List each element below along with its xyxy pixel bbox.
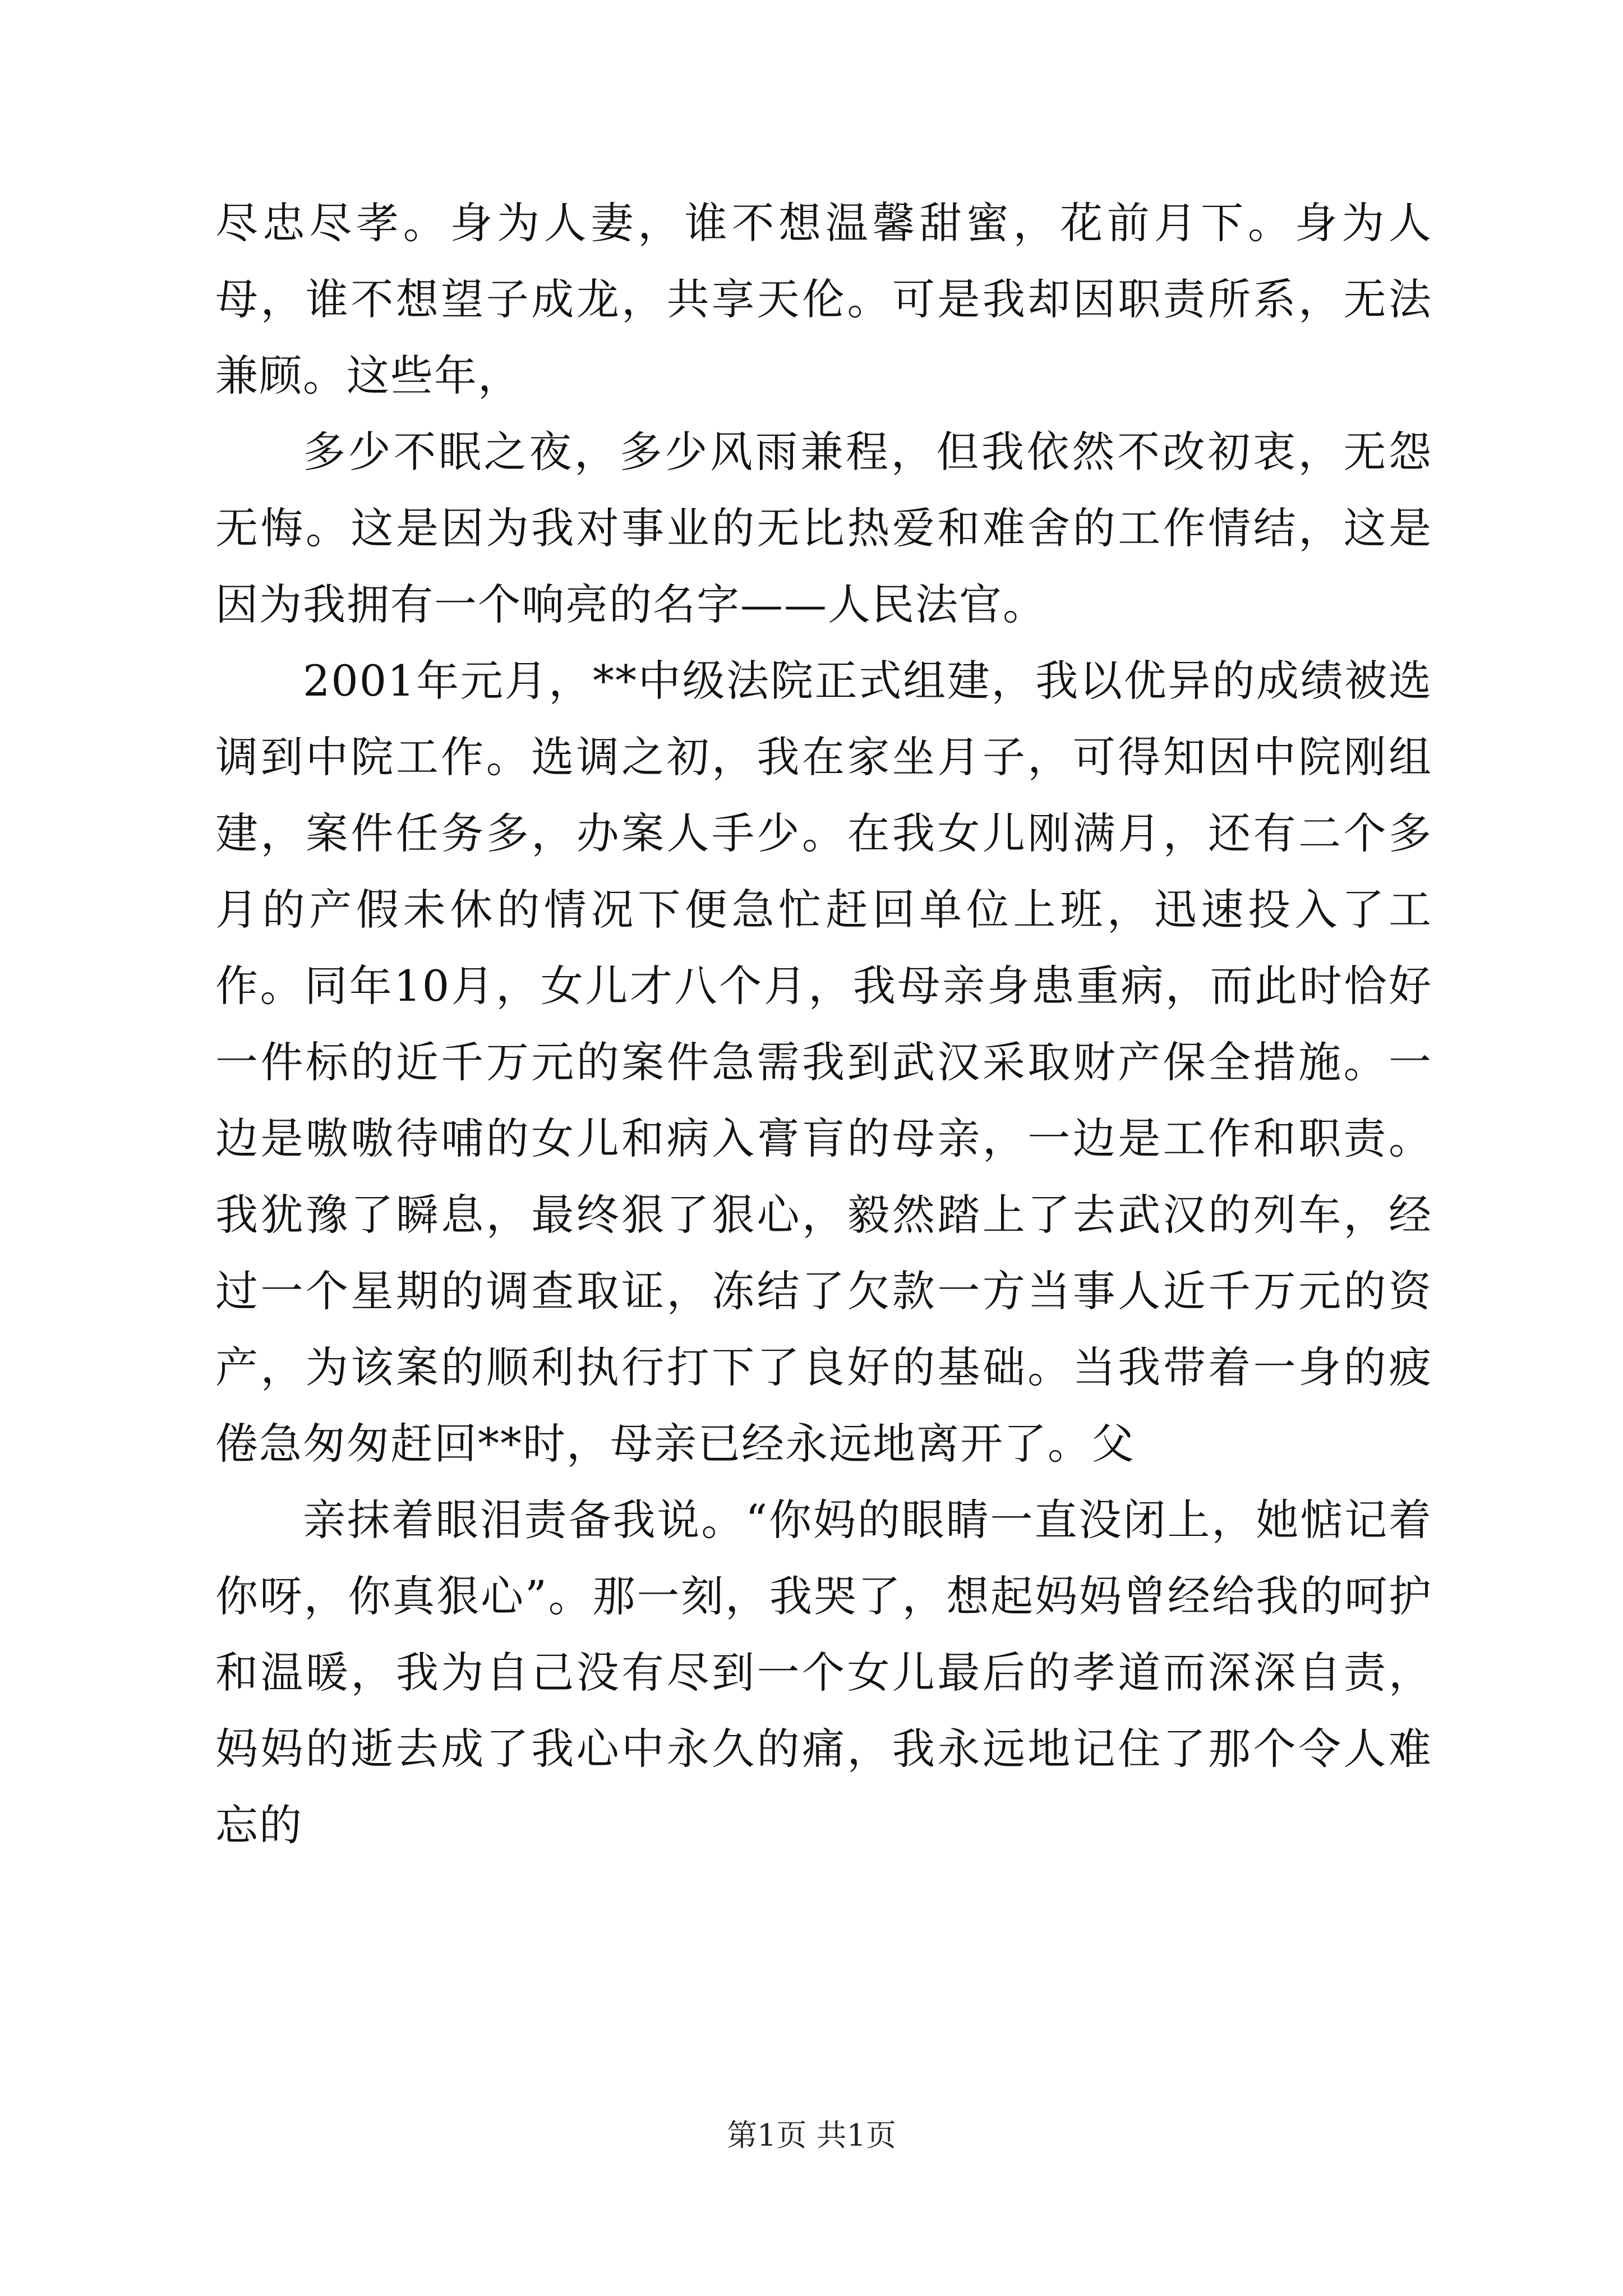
paragraph-2: 多少不眠之夜，多少风雨兼程，但我依然不改初衷，无怨无悔。这是因为我对事业的无比热爱和难舍的工作情结，这是因为我拥有一个响亮的名字——人民法官。 [215, 427, 1432, 629]
paragraph-3: 2001年元月，**中级法院正式组建，我以优异的成绩被选调到中院工作。选调之初，我在家坐月子，可得知因中院刚组建，案件任务多，办案人手少。在我女儿刚满月，还有二个多月的产假未休的情况下便急忙赶回单位上班，迅速投入了工作。同年10月，女儿才八个月，我母亲身患重病，而此时恰好一件标的近千万元的案件急需我到武汉采取财产保全措施。一边是嗷嗷待哺的女儿和病入膏肓的母亲，一边是工作和职责。我犹豫了瞬息，最终狠了狠心，毅然踏上了去武汉的列车，经过一个星期的调查取证，冻结了欠款一方当事人近千万元的资产，为该案的顺利执行打下了良好的基础。当我带着一身的疲倦急匆匆赶回**时，母亲已经永远地离开了。父 [215, 656, 1432, 1469]
page-footer: 第1页 共1页 [727, 2118, 896, 2153]
body-text [215, 185, 1432, 1864]
paragraph-4: 亲抹着眼泪责备我说。“你妈的眼睛一直没闭上，她惦记着你呀，你真狠心”。那一刻，我哭了，想起妈妈曾经给我的呵护和温暖，我为自己没有尽到一个女儿最后的孝道而深深自责，妈妈的逝去成了我心中永久的痛，我永远地记住了那个令人难忘的 [215, 1495, 1432, 1850]
paragraph-1: 尽忠尽孝。身为人妻，谁不想温馨甜蜜，花前月下。身为人母，谁不想望子成龙，共享天伦。可是我却因职责所系，无法兼顾。这些年， [215, 198, 1432, 401]
